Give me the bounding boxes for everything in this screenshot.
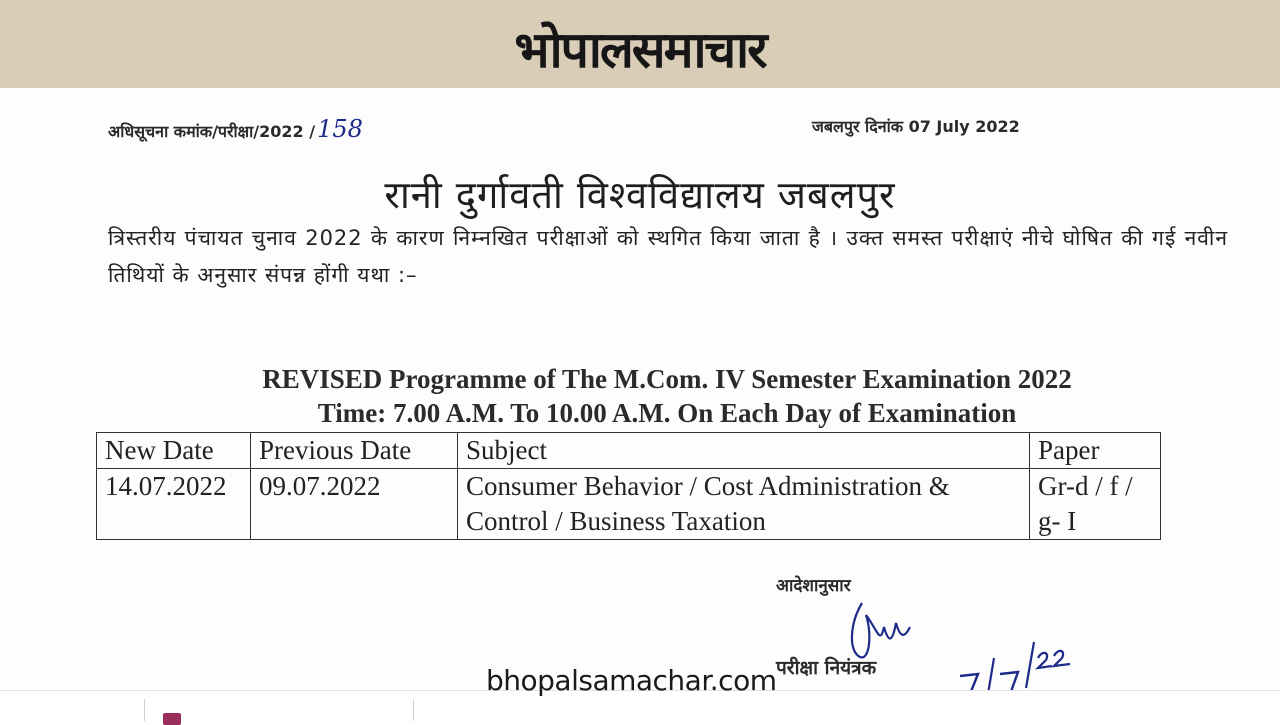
notice-document — [0, 88, 1280, 720]
site-watermark: bhopalsamachar.com — [486, 664, 777, 697]
university-name: रानी दुर्गावती विश्वविद्यालय जबलपुर — [384, 173, 896, 217]
header-subject: Subject — [458, 433, 1030, 469]
notice-date: जबलपुर दिनांक 07 July 2022 — [812, 117, 1020, 136]
order-text: आदेशानुसार — [776, 576, 851, 596]
notice-reference — [108, 115, 363, 143]
reference-number: 158 — [317, 115, 363, 143]
programme-time: Time: 7.00 A.M. To 10.00 A.M. On Each Day of Examination — [317, 398, 1017, 428]
exam-controller-label: परीक्षा नियंत्रक — [776, 657, 877, 679]
download-tab[interactable] — [144, 699, 414, 721]
table-row — [97, 469, 1161, 540]
table-header-row — [97, 433, 1161, 469]
header-previous-date: Previous Date — [251, 433, 458, 469]
cell-paper: Gr-d / f / g- I — [1030, 469, 1161, 540]
signature-mark — [840, 593, 920, 663]
notice-body: त्रिस्तरीय पंचायत चुनाव 2022 के कारण निम्नखित परीक्षाओं को स्थगित किया जाता है । उक्त समस्त परीक्षाएं नीचे घोषित की गई नवीन तिथियों के अनुसार संपन्न होंगी यथा :– — [108, 226, 1228, 287]
exam-schedule-table — [96, 432, 1161, 540]
header-new-date: New Date — [97, 433, 251, 469]
cell-subject: Consumer Behavior / Cost Administration & Control / Business Taxation — [458, 469, 1030, 540]
cell-new-date: 14.07.2022 — [97, 469, 251, 540]
site-title: भोपालसमाचार — [514, 21, 766, 79]
programme-title: REVISED Programme of The M.Com. IV Semester Examination 2022 — [262, 364, 1072, 394]
header-paper: Paper — [1030, 433, 1161, 469]
reference-label: अधिसूचना कमांक/परीक्षा/2022 / — [108, 122, 316, 141]
file-icon — [163, 713, 181, 725]
site-banner — [0, 0, 1280, 88]
cell-previous-date: 09.07.2022 — [251, 469, 458, 540]
